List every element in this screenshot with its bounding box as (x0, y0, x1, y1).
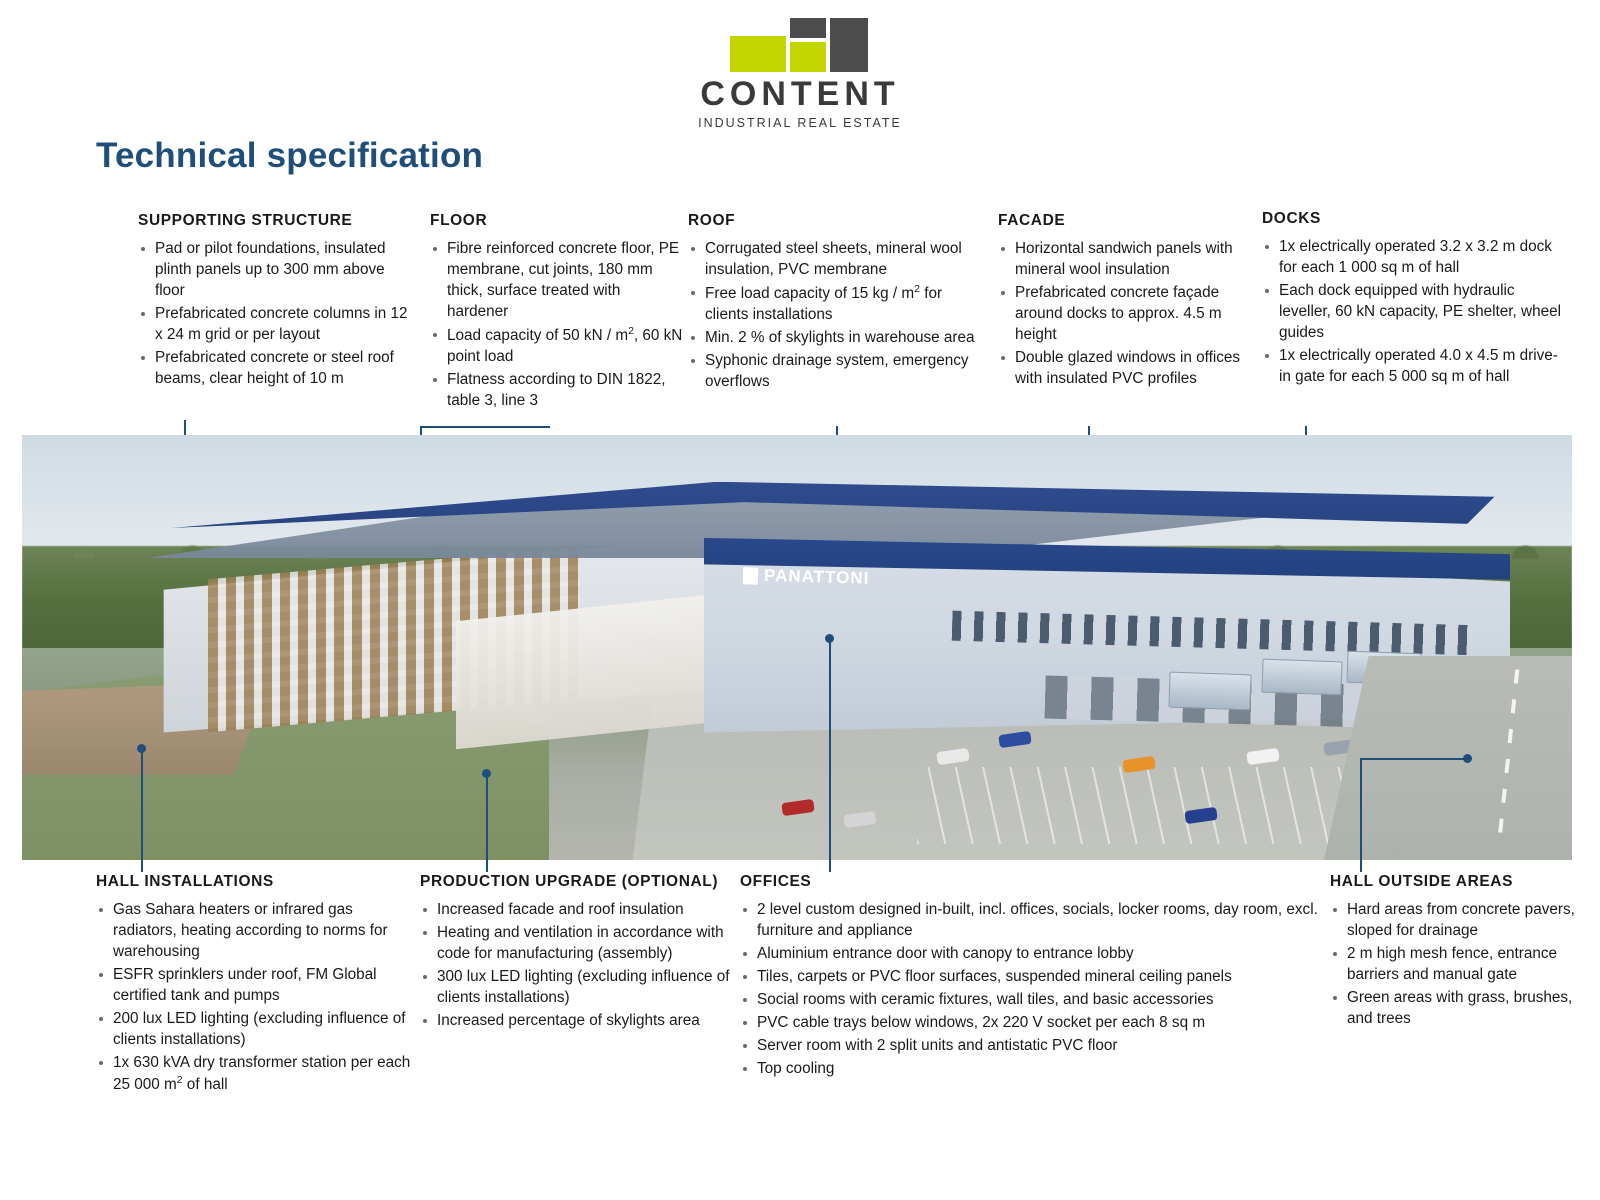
list-item: 1x 630 kVA dry transformer station per each 25 000 $m^2$ of hall (96, 1053, 416, 1096)
list-item: Each dock equipped with hydraulic leveller, 60 kN capacity, PE shelter, wheel guides (1262, 281, 1562, 344)
section-docks (1262, 210, 1562, 390)
section-heading: HALL INSTALLATIONS (96, 873, 274, 890)
panattoni-logo-icon (743, 566, 758, 583)
section-heading: HALL OUTSIDE AREAS (1330, 873, 1514, 890)
leader-line-floor-h (420, 426, 550, 428)
section-heading: PRODUCTION UPGRADE (OPTIONAL) (420, 873, 719, 890)
section-items (998, 239, 1248, 390)
brand-name: CONTENT (700, 75, 900, 113)
list-item: Prefabricated concrete columns in 12 x 24 m grid or per layout (138, 304, 418, 346)
list-item: Hard areas from concrete pavers, sloped for drainage (1330, 900, 1575, 942)
section-items (1262, 237, 1562, 388)
section-items (420, 900, 738, 1032)
section-items (740, 900, 1330, 1080)
section-heading: SUPPORTING STRUCTURE (138, 212, 353, 229)
list-item: Prefabricated concrete façade around docks to approx. 4.5 m height (998, 283, 1248, 346)
leader-line-hall-installations (141, 750, 143, 872)
section-facade (998, 212, 1248, 392)
list-item: Increased facade and roof insulation (420, 900, 738, 921)
list-item: 200 lux LED lighting (excluding influence of clients installations) (96, 1009, 416, 1051)
list-item: Gas Sahara heaters or infrared gas radiators, heating according to norms for warehousing (96, 900, 416, 963)
leader-line-outside (1360, 758, 1362, 872)
section-roof (688, 212, 988, 395)
leader-dot-production-upgrade (482, 769, 491, 778)
section-hall-outside-areas (1330, 873, 1575, 1032)
list-item: Server room with 2 split units and antistatic PVC floor (740, 1036, 1330, 1057)
list-item: Horizontal sandwich panels with mineral wool insulation (998, 239, 1248, 281)
list-item: Social rooms with ceramic fixtures, wall tiles, and basic accessories (740, 990, 1330, 1011)
section-production-upgrade (420, 873, 738, 1034)
section-heading: FACADE (998, 212, 1066, 229)
list-item: Top cooling (740, 1059, 1330, 1080)
list-item: Green areas with grass, brushes, and trees (1330, 988, 1575, 1030)
list-item: 1x electrically operated 4.0 x 4.5 m drive-in gate for each 5 000 sq m of hall (1262, 346, 1562, 388)
section-floor (430, 212, 685, 414)
list-item: Syphonic drainage system, emergency overflows (688, 351, 988, 393)
truck (1168, 672, 1251, 711)
leader-dot-hall-installations (137, 744, 146, 753)
content-logo-icon (710, 18, 890, 73)
list-item: Heating and ventilation in accordance with code for manufacturing (assembly) (420, 923, 738, 965)
leader-dot-offices (825, 634, 834, 643)
list-item: ESFR sprinklers under roof, FM Global certified tank and pumps (96, 965, 416, 1007)
leader-line-production-upgrade (486, 775, 488, 872)
list-item: Double glazed windows in offices with insulated PVC profiles (998, 348, 1248, 390)
section-heading: OFFICES (740, 873, 812, 890)
list-item: Corrugated steel sheets, mineral wool insulation, PVC membrane (688, 239, 988, 281)
truck (1261, 659, 1342, 696)
list-item: Tiles, carpets or PVC floor surfaces, suspended mineral ceiling panels (740, 967, 1330, 988)
section-heading: FLOOR (430, 212, 488, 229)
list-item: Min. 2 % of skylights in warehouse area (688, 328, 988, 349)
list-item: 300 lux LED lighting (excluding influence of clients installations) (420, 967, 738, 1009)
leader-line-offices (829, 640, 831, 872)
list-item: Prefabricated concrete or steel roof beams, clear height of 10 m (138, 348, 418, 390)
panattoni-sign (742, 565, 869, 589)
list-item: 2 m high mesh fence, entrance barriers and manual gate (1330, 944, 1575, 986)
leader-dot-outside (1463, 754, 1472, 763)
section-items (1330, 900, 1575, 1030)
section-supporting-structure (138, 212, 418, 392)
list-item: Aluminium entrance door with canopy to entrance lobby (740, 944, 1330, 965)
list-item: Pad or pilot foundations, insulated plinth panels up to 300 mm above floor (138, 239, 418, 302)
list-item: Flatness according to DIN 1822, table 3, line 3 (430, 370, 685, 412)
warehouse-render (22, 435, 1572, 860)
section-items (138, 239, 418, 390)
section-hall-installations (96, 873, 416, 1098)
section-items (430, 239, 685, 412)
section-heading: ROOF (688, 212, 736, 229)
leader-line-outside-h (1360, 758, 1468, 760)
list-item: 2 level custom designed in-built, incl. offices, socials, locker rooms, day room, excl. furniture and appliance (740, 900, 1330, 942)
list-item: Fibre reinforced concrete floor, PE membrane, cut joints, 180 mm thick, surface treated with hardener (430, 239, 685, 323)
brand-tagline: INDUSTRIAL REAL ESTATE (698, 115, 902, 130)
page-title: Technical specification (96, 136, 484, 175)
list-item: Load capacity of 50 kN / $m^2$, 60 kN point load (430, 325, 685, 368)
brand-logo (690, 18, 910, 130)
section-offices (740, 873, 1330, 1082)
section-items (96, 900, 416, 1096)
section-heading: DOCKS (1262, 210, 1321, 227)
list-item: Free load capacity of 15 kg / $m^2$ for clients installations (688, 283, 988, 326)
panattoni-sign-label: PANATTONI (763, 565, 870, 588)
list-item: Increased percentage of skylights area (420, 1011, 738, 1032)
list-item: 1x electrically operated 3.2 x 3.2 m dock for each 1 000 sq m of hall (1262, 237, 1562, 279)
list-item: PVC cable trays below windows, 2x 220 V socket per each 8 sq m (740, 1013, 1330, 1034)
section-items (688, 239, 988, 393)
